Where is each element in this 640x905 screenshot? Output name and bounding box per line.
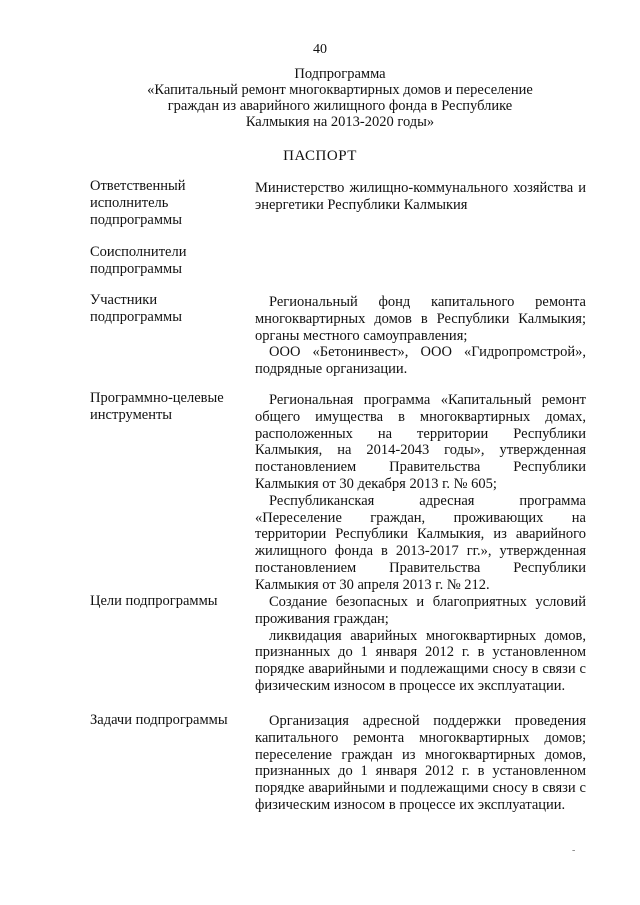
page-number: 40 <box>313 42 327 57</box>
label-line: подпрограммы <box>90 309 182 325</box>
value-paragraph: ООО «Бетонинвест», ООО «Гидропромстрой», подрядные организации. <box>255 344 586 378</box>
value-paragraph: Министерство жилищно-коммунального хозяйства и энергетики Республики Калмыкия <box>255 180 586 213</box>
row-label-goals <box>90 593 230 610</box>
value-paragraph: Создание безопасных и благоприятных условий проживания граждан; <box>255 594 586 627</box>
label-line: Задачи подпрограммы <box>90 712 228 728</box>
value-paragraph: Региональный фонд капитального ремонта многоквартирных домов в Республики Калмыкия; органы местного самоуправления; <box>255 294 586 344</box>
label-line: Ответственный <box>90 178 186 194</box>
row-label-responsible <box>90 178 230 229</box>
value-paragraph: Республиканская адресная программа «Переселение граждан, проживающих на территории Республики Калмыкия, из аварийного жилищного фонда в 2013-2017 гг.», утвержденная постановлением Правительства Республики Калмыкия от 30 апреля 2013 г. № 212. <box>255 492 586 593</box>
label-line: исполнитель <box>90 195 169 211</box>
row-value-tasks <box>255 713 586 814</box>
label-line: Соисполнители <box>90 244 187 260</box>
value-paragraph: Региональная программа «Капитальный ремонт общего имущества в многоквартирных домах, расположенных на территории Республики Калмыкия, на 2014-2043 годы», утвержденная постановлением Правительства Республики Калмыкия от 30 декабря 2013 г. № 605; <box>255 392 586 492</box>
subprogram-heading <box>120 66 560 130</box>
label-line: подпрограммы <box>90 261 182 277</box>
row-label-coexecutors <box>90 244 230 278</box>
passport-title: ПАСПОРТ <box>283 148 357 164</box>
row-value-goals <box>255 594 586 695</box>
label-line: Участники <box>90 292 158 308</box>
value-paragraph: ликвидация аварийных многоквартирных домов, признанных до 1 января 2012 г. в установленном порядке аварийными и подлежащими сносу в связи с физическим износом в процессе их эксплуатации. <box>255 627 586 694</box>
row-value-participants <box>255 294 586 378</box>
heading-line: граждан из аварийного жилищного фонда в Республике <box>167 98 513 114</box>
label-line: Цели подпрограммы <box>90 593 218 609</box>
label-line: подпрограммы <box>90 212 182 228</box>
row-label-tasks <box>90 712 230 729</box>
page-mark: - <box>572 845 576 856</box>
heading-line: «Капитальный ремонт многоквартирных домов и переселение <box>147 82 533 98</box>
label-line: Программно-целевые <box>90 390 224 406</box>
label-line: инструменты <box>90 407 173 423</box>
heading-line: Калмыкия на 2013-2020 годы» <box>245 114 435 130</box>
heading-line: Подпрограмма <box>294 66 386 82</box>
row-label-participants <box>90 292 230 326</box>
value-paragraph: Организация адресной поддержки проведения капитального ремонта многоквартирных домов; переселение граждан из многоквартирных домов, признанных до 1 января 2012 г. в установленном порядке аварийными и подлежащими сносу в связи с физическим износом в процессе их эксплуатации. <box>255 713 586 813</box>
row-value-responsible <box>255 180 586 214</box>
row-label-instruments <box>90 390 230 424</box>
row-value-instruments <box>255 392 586 594</box>
